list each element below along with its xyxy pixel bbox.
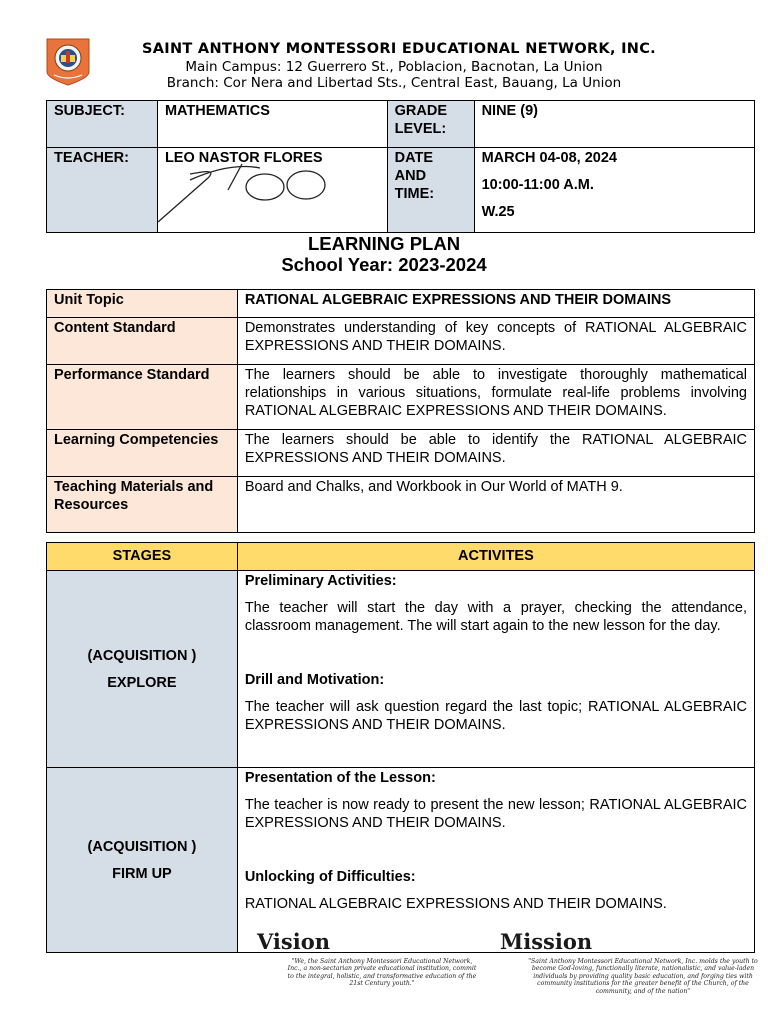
subject-label: SUBJECT:: [47, 101, 158, 148]
performance-standard-label: Performance Standard: [47, 365, 238, 430]
learning-competencies-value: The learners should be able to identify the RATIONAL ALGEBRAIC EXPRESSIONS AND THEIR DOMAINS.: [237, 430, 754, 477]
drill-motivation-text: The teacher will ask question regard the last topic; RATIONAL ALGEBRAIC EXPRESSIONS AND THEIR DOMAINS.: [244, 699, 747, 733]
school-name: SAINT ANTHONY MONTESSORI EDUCATIONAL NETWORK, INC.: [142, 41, 656, 57]
firm-up-activities: [237, 768, 754, 953]
stage-firm-up-label: FIRM UP: [112, 865, 172, 882]
explore-activities: [237, 571, 754, 768]
performance-standard-value: The learners should be able to investigate thoroughly mathematical relationships in various situations, formulate real-life problems involving RATIONAL ALGEBRAIC EXPRESSIONS AND THEIR DOMAINS.: [237, 365, 754, 430]
content-standard-label: Content Standard: [47, 318, 238, 365]
learning-plan-title: LEARNING PLAN: [307, 233, 461, 254]
unlocking-difficulties-text: RATIONAL ALGEBRAIC EXPRESSIONS AND THEIR DOMAINS.: [244, 896, 667, 912]
stages-table: [46, 542, 755, 953]
teaching-materials-label: Teaching Materials and Resources: [47, 477, 238, 533]
stages-header: STAGES: [47, 543, 238, 571]
stage-explore-label: EXPLORE: [107, 674, 177, 691]
presentation-heading: Presentation of the Lesson:: [244, 770, 436, 786]
content-standard-value: Demonstrates understanding of key concepts of RATIONAL ALGEBRAIC EXPRESSIONS AND THEIR DOMAINS.: [237, 318, 754, 365]
date-time-cell: [474, 148, 754, 233]
presentation-text: The teacher is now ready to present the new lesson; RATIONAL ALGEBRAIC EXPRESSIONS AND THEIR DOMAINS.: [244, 797, 747, 831]
vision-text: "We, the Saint Anthony Montessori Educational Network, Inc., a non-sectarian private educational institution, commit to the integral, holistic, and transformative education of the 21st Century youth.": [287, 958, 477, 988]
stage-acquisition-label: (ACQUISITION ): [87, 647, 197, 664]
branch-address: Branch: Cor Nera and Libertad Sts., Central East, Bauang, La Union: [166, 75, 622, 91]
teacher-signature: [150, 150, 340, 230]
subject-value: MATHEMATICS: [157, 101, 387, 148]
preliminary-activities-heading: Preliminary Activities:: [244, 573, 397, 589]
page-title: [0, 233, 768, 275]
unit-topic-label: Unit Topic: [47, 290, 238, 318]
activities-header: ACTIVITES: [237, 543, 754, 571]
main-campus-address: Main Campus: 12 Guerrero St., Poblacion, Bacnotan, La Union: [185, 59, 603, 75]
grade-value: NINE (9): [474, 101, 754, 148]
time-value: 10:00-11:00 A.M.: [481, 177, 594, 193]
vision-heading: Vision: [257, 929, 330, 954]
week-value: W.25: [481, 204, 515, 220]
learning-competencies-label: Learning Competencies: [47, 430, 238, 477]
date-label: DATE AND TIME:: [387, 148, 474, 233]
grade-label: GRADE LEVEL:: [387, 101, 474, 148]
date-value: MARCH 04-08, 2024: [481, 150, 617, 166]
plan-table: [46, 289, 755, 533]
stage-acquisition-label: (ACQUISITION ): [87, 838, 197, 855]
mission-heading: Mission: [500, 929, 593, 954]
teacher-value: LEO NASTOR FLORES: [157, 148, 387, 233]
mission-text: "Saint Anthony Montessori Educational Network, Inc. molds the youth to become God-loving, functionally literate, nationalistic, and value-laden individuals by providing quality basic education, and forging ties with community institutions for the greater benefit of the Church, of the community, and of the nation": [528, 958, 758, 995]
drill-motivation-heading: Drill and Motivation:: [244, 672, 385, 688]
stage-firm-up: [47, 768, 238, 953]
unlocking-difficulties-heading: Unlocking of Difficulties:: [244, 869, 416, 885]
preliminary-activities-text: The teacher will start the day with a prayer, checking the attendance, classroom management. The will start again to the new lesson for the day.: [244, 600, 747, 634]
school-year: School Year: 2023-2024: [281, 254, 487, 275]
teaching-materials-value: Board and Chalks, and Workbook in Our World of MATH 9.: [237, 477, 754, 533]
stage-explore: [47, 571, 238, 768]
teacher-label: TEACHER:: [47, 148, 158, 233]
unit-topic-value: RATIONAL ALGEBRAIC EXPRESSIONS AND THEIR DOMAINS: [237, 290, 754, 318]
